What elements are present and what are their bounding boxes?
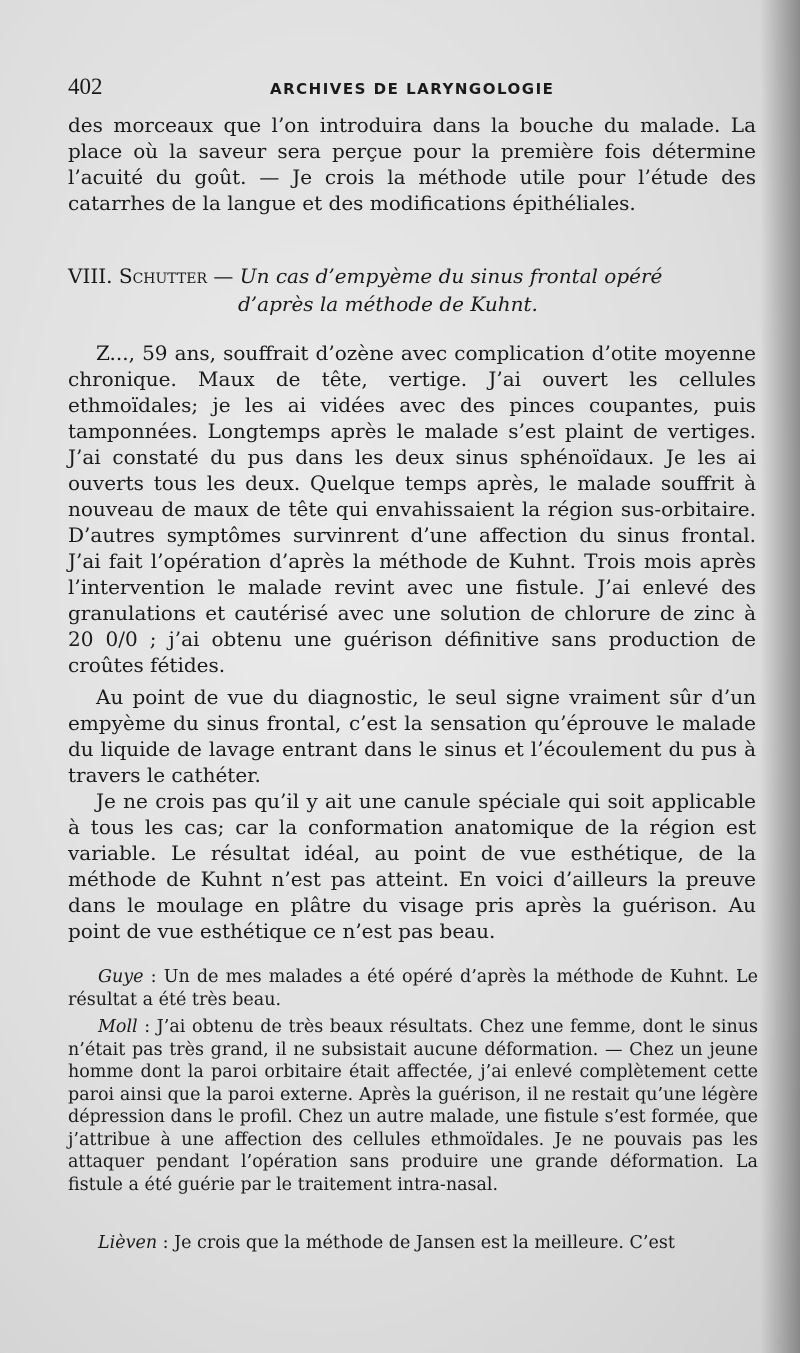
section-number: VIII. [68,264,113,288]
speaker-remark: : Un de mes malades a été opéré d’après la méthode de Kuhnt. Le résultat a été très beau. [68,967,758,1010]
paragraph-text: des morceaux que l’on introduira dans la bouche du malade. La place où la saveur sera perçue pour la première fois détermine l’acuité du goût. — Je crois la méthode utile pour l’étude des catarrhes de la langue et des modifications épithéliales. [68,113,756,215]
discussion-text [68,1016,758,1196]
section-dash: — [207,264,240,288]
speaker-name: Lièven [98,1233,158,1253]
paragraph-text: Z..., 59 ans, souffrait d’ozène avec complication d’otite moyenne chronique. Maux de tête, vertige. J’ai ouvert les cellules ethmoïdales; je les ai vidées avec des pinces coupantes, puis tamponnées. Longtemps après le malade s’est plaint de vertiges. J’ai constaté du pus dans les deux sinus sphénoïdaux. Je les ai ouverts tous les deux. Quelque temps après, le malade souffrit à nouveau de maux de tête qui envahissaient la région sus-orbitaire. D’autres symptômes survinrent d’une affection du sinus frontal. J’ai fait l’opération d’après la méthode de Kuhnt. Trois mois après l’intervention le malade revint avec une fistule. J’ai enlevé des granulations et cautérisé avec une solution de chlorure de zinc à 20 0/0 ; j’ai obtenu une guérison définitive sans production de croûtes fétides. [68,341,756,677]
section-title-line-1: Un cas d’empyème du sinus frontal opéré [239,264,663,288]
paragraph-text: Je ne crois pas qu’il y ait une canule spéciale qui soit applicable à tous les cas; car la conformation anatomique de la région est variable. Le résultat idéal, au point de vue esthétique, de la méthode de Kuhnt n’est pas atteint. En voici d’ailleurs la preuve dans le moulage en plâtre du visage pris après la guérison. Au point de vue esthétique ce n’est pas beau. [68,789,756,943]
discussion-entry [68,1016,758,1196]
section-heading-line-1 [68,264,662,288]
section-heading [68,262,758,318]
page-edge-shadow [760,0,800,1353]
speaker-name: Moll [98,1017,138,1037]
page-number: 402 [68,74,103,99]
running-title: ARCHIVES DE LARYNGOLOGIE [270,80,555,98]
discussion-entry [68,1232,758,1255]
case-report-paragraph [68,340,756,678]
section-author: Schutter [118,264,207,288]
discussion-text [68,1232,758,1255]
paragraph-text: Au point de vue du diagnostic, le seul signe vraiment sûr d’un empyème du sinus frontal, c’est la sensation qu’éprouve le malade du liquide de lavage entrant dans le sinus et l’écoulement du pus à travers le cathéter. [68,685,756,787]
diagnosis-paragraph [68,684,756,788]
discussion-text [68,966,758,1011]
speaker-remark: : J’ai obtenu de très beaux résultats. Chez une femme, dont le sinus n’était pas très grand, il ne subsistait aucune déformation. — Chez un jeune homme dont la paroi orbitaire était affectée, j’ai enlevé complètement cette paroi ainsi que la paroi externe. Après la guérison, il ne restait qu’une légère dépression dans le profil. Chez un autre malade, une fistule s’est formée, que j’attribue à une affection des cellules ethmoïdales. Je ne pouvais pas les attaquer pendant l’opération sans produire une grande déformation. La fistule a été guérie par le traitement intra-nasal. [68,1017,758,1195]
paragraph-continuation [68,112,756,216]
speaker-remark: : Je crois que la méthode de Jansen est la meilleure. C’est [157,1233,675,1253]
page-header [68,74,758,104]
discussion-entry [68,966,758,1011]
section-title-line-2: d’après la méthode de Kuhnt. [238,292,538,316]
speaker-name: Guye [98,967,144,987]
cannula-paragraph [68,788,756,944]
